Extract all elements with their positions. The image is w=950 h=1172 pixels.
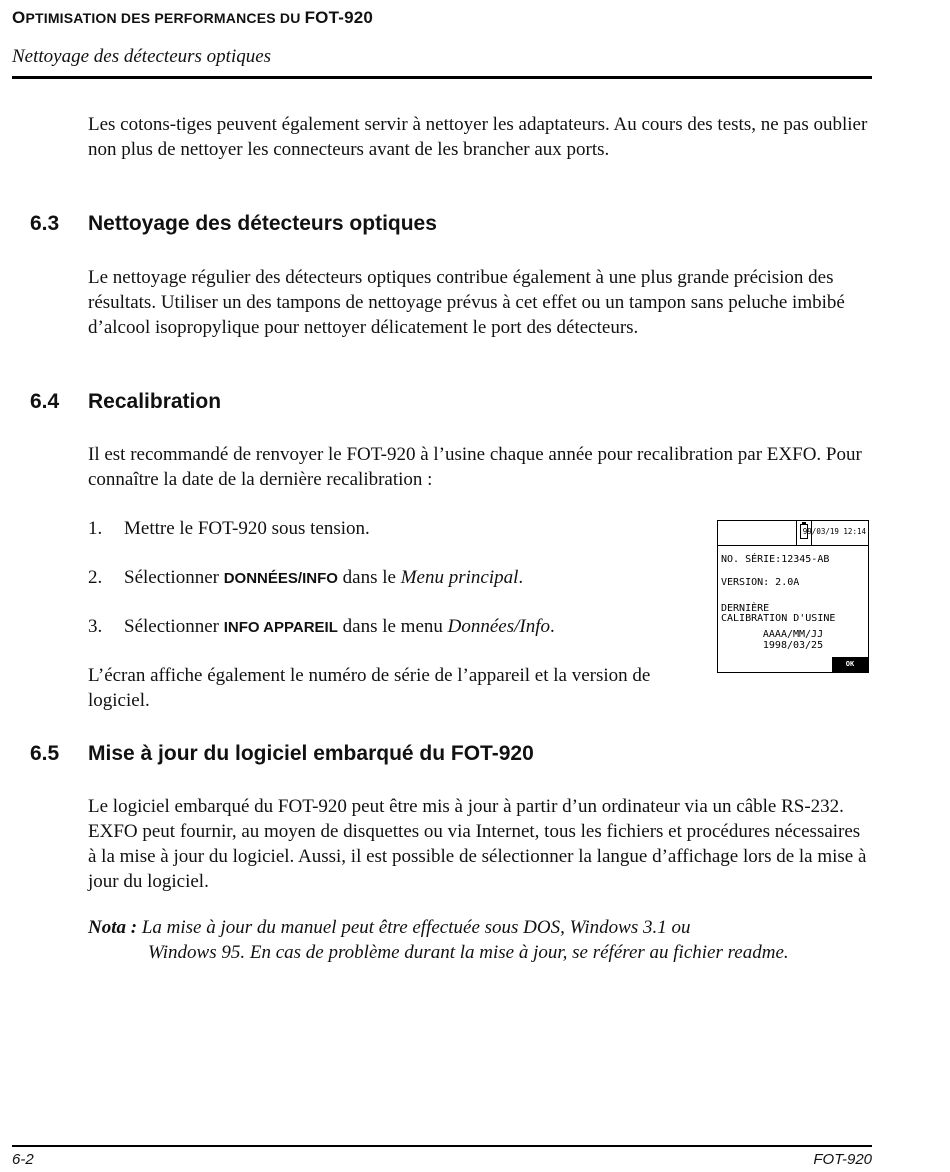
note-label: Nota : (88, 917, 138, 938)
screen-cal-date: 1998/03/25 (762, 640, 824, 651)
screen-cal-label-1: DERNIÈRE (721, 603, 770, 614)
step-3: 3. Sélectionner INFO APPAREIL dans le menu Données/Info. (88, 616, 555, 637)
footer-product: FOT-920 (813, 1151, 872, 1168)
screen-serial: NO. SÉRIE:12345-AB (721, 554, 830, 565)
screen-status-bar (718, 521, 868, 546)
step-2: 2. Sélectionner DONNÉES/INFO dans le Menu principal. (88, 567, 524, 588)
header-rule (12, 76, 872, 79)
screen-ok-button: OK (832, 657, 868, 672)
section-6-4-after-text: L’écran affiche également le numéro de série de l’appareil et la version de logiciel. (88, 665, 651, 711)
screen-datetime: 99/03/19 12:14 (802, 527, 866, 536)
screen-date-format: AAAA/MM/JJ (762, 629, 824, 640)
section-6-5-text: Le logiciel embarqué du FOT-920 peut être mis à jour à partir d’un ordinateur via un câble RS-232. EXFO peut fournir, au moyen de disquettes ou via Internet, tous les fichiers et procédures nécessaires à la mise à jour du logiciel. Aussi, il est possible de sélectionner la langue d’affichage lors de la mise à jour du logiciel. (88, 796, 867, 892)
running-header-section: Nettoyage des détecteurs optiques (12, 46, 272, 67)
intro-paragraph: Les cotons-tiges peuvent également servir à nettoyer les adaptateurs. Au cours des tests, ne pas oublier non plus de nettoyer les connecteurs avant de les brancher aux ports. (88, 114, 868, 160)
device-screen-figure (717, 520, 869, 673)
screen-cal-label-2: CALIBRATION D'USINE (721, 613, 836, 624)
section-6-4-number: 6.4 (30, 390, 60, 413)
section-6-3-title: Nettoyage des détecteurs optiques (88, 212, 437, 235)
section-6-4-text: Il est recommandé de renvoyer le FOT-920 à l’usine chaque année pour recalibration par EXFO. Pour connaître la date de la dernière recalibration : (88, 444, 862, 490)
screen-version: VERSION: 2.0A (721, 577, 800, 588)
step-1: 1. Mettre le FOT-920 sous tension. (88, 518, 370, 539)
note-block (88, 915, 873, 965)
note-line-1: La mise à jour du manuel peut être effectuée sous DOS, Windows 3.1 ou (137, 917, 691, 938)
footer-rule (12, 1145, 872, 1147)
running-header-chapter: OPTIMISATION DES PERFORMANCES DU FOT-920 (12, 8, 374, 27)
section-6-4-title: Recalibration (88, 390, 222, 413)
section-6-5-number: 6.5 (30, 742, 60, 765)
section-6-3-text: Le nettoyage régulier des détecteurs optiques contribue également à une plus grande précision des résultats. Utiliser un des tampons de nettoyage prévus à cet effet ou un tampon sans peluche imbibé d’alcool isopropylique pour nettoyer délicatement le port des détecteurs. (88, 267, 845, 338)
note-continuation: Windows 95. En cas de problème durant la mise à jour, se référer au fichier readme. (148, 942, 789, 963)
section-6-5-title: Mise à jour du logiciel embarqué du FOT-920 (88, 742, 534, 765)
section-6-3-number: 6.3 (30, 212, 60, 235)
page-number: 6-2 (12, 1151, 34, 1168)
